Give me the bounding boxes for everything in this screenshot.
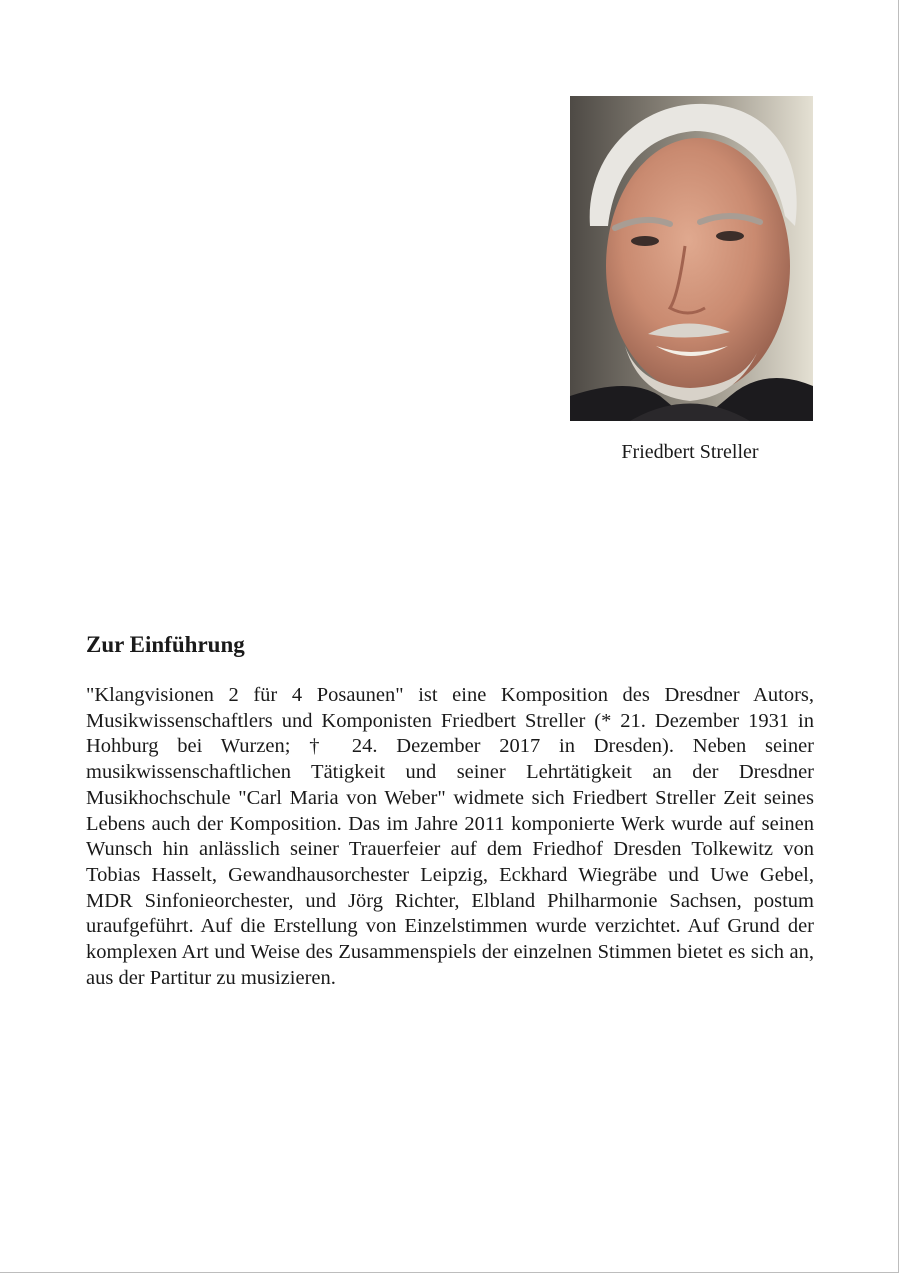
intro-paragraph: "Klangvisionen 2 für 4 Posaunen" ist eine Komposition des Dresdner Autors, Musikwissenschaftlers und Komponisten Friedbert Streller (* 21. Dezember 1931 in Hohburg bei Wurzen; † 24. Dezember 2017 in Dresden). Neben seiner musikwissenschaftlichen Tätigkeit und seiner Lehrtätigkeit an der Dresdner Musikhochschule "Carl Maria von Weber" widmete sich Friedbert Streller Zeit seines Lebens auch der Komposition. Das im Jahre 2011 komponierte Werk wurde auf seinen Wunsch hin anlässlich seiner Trauerfeier auf dem Friedhof Dresden Tolkewitz von Tobias Hasselt, Gewandhausorchester Leipzig, Eckhard Wiegräbe und Uwe Gebel, MDR Sinfonieorchester, und Jörg Richter, Elbland Philharmonie Sachsen, postum uraufgeführt. Auf die Erstellung von Einzelstimmen wurde verzichtet. Auf Grund der komplexen Art und Weise des Zusammenspiels der einzelnen Stimmen bietet es sich an, aus der Partitur zu musizieren. [86,684,814,989]
portrait-photo [570,96,813,421]
section-heading: Zur Einführung [86,632,245,657]
photo-caption: Friedbert Streller [621,441,759,463]
